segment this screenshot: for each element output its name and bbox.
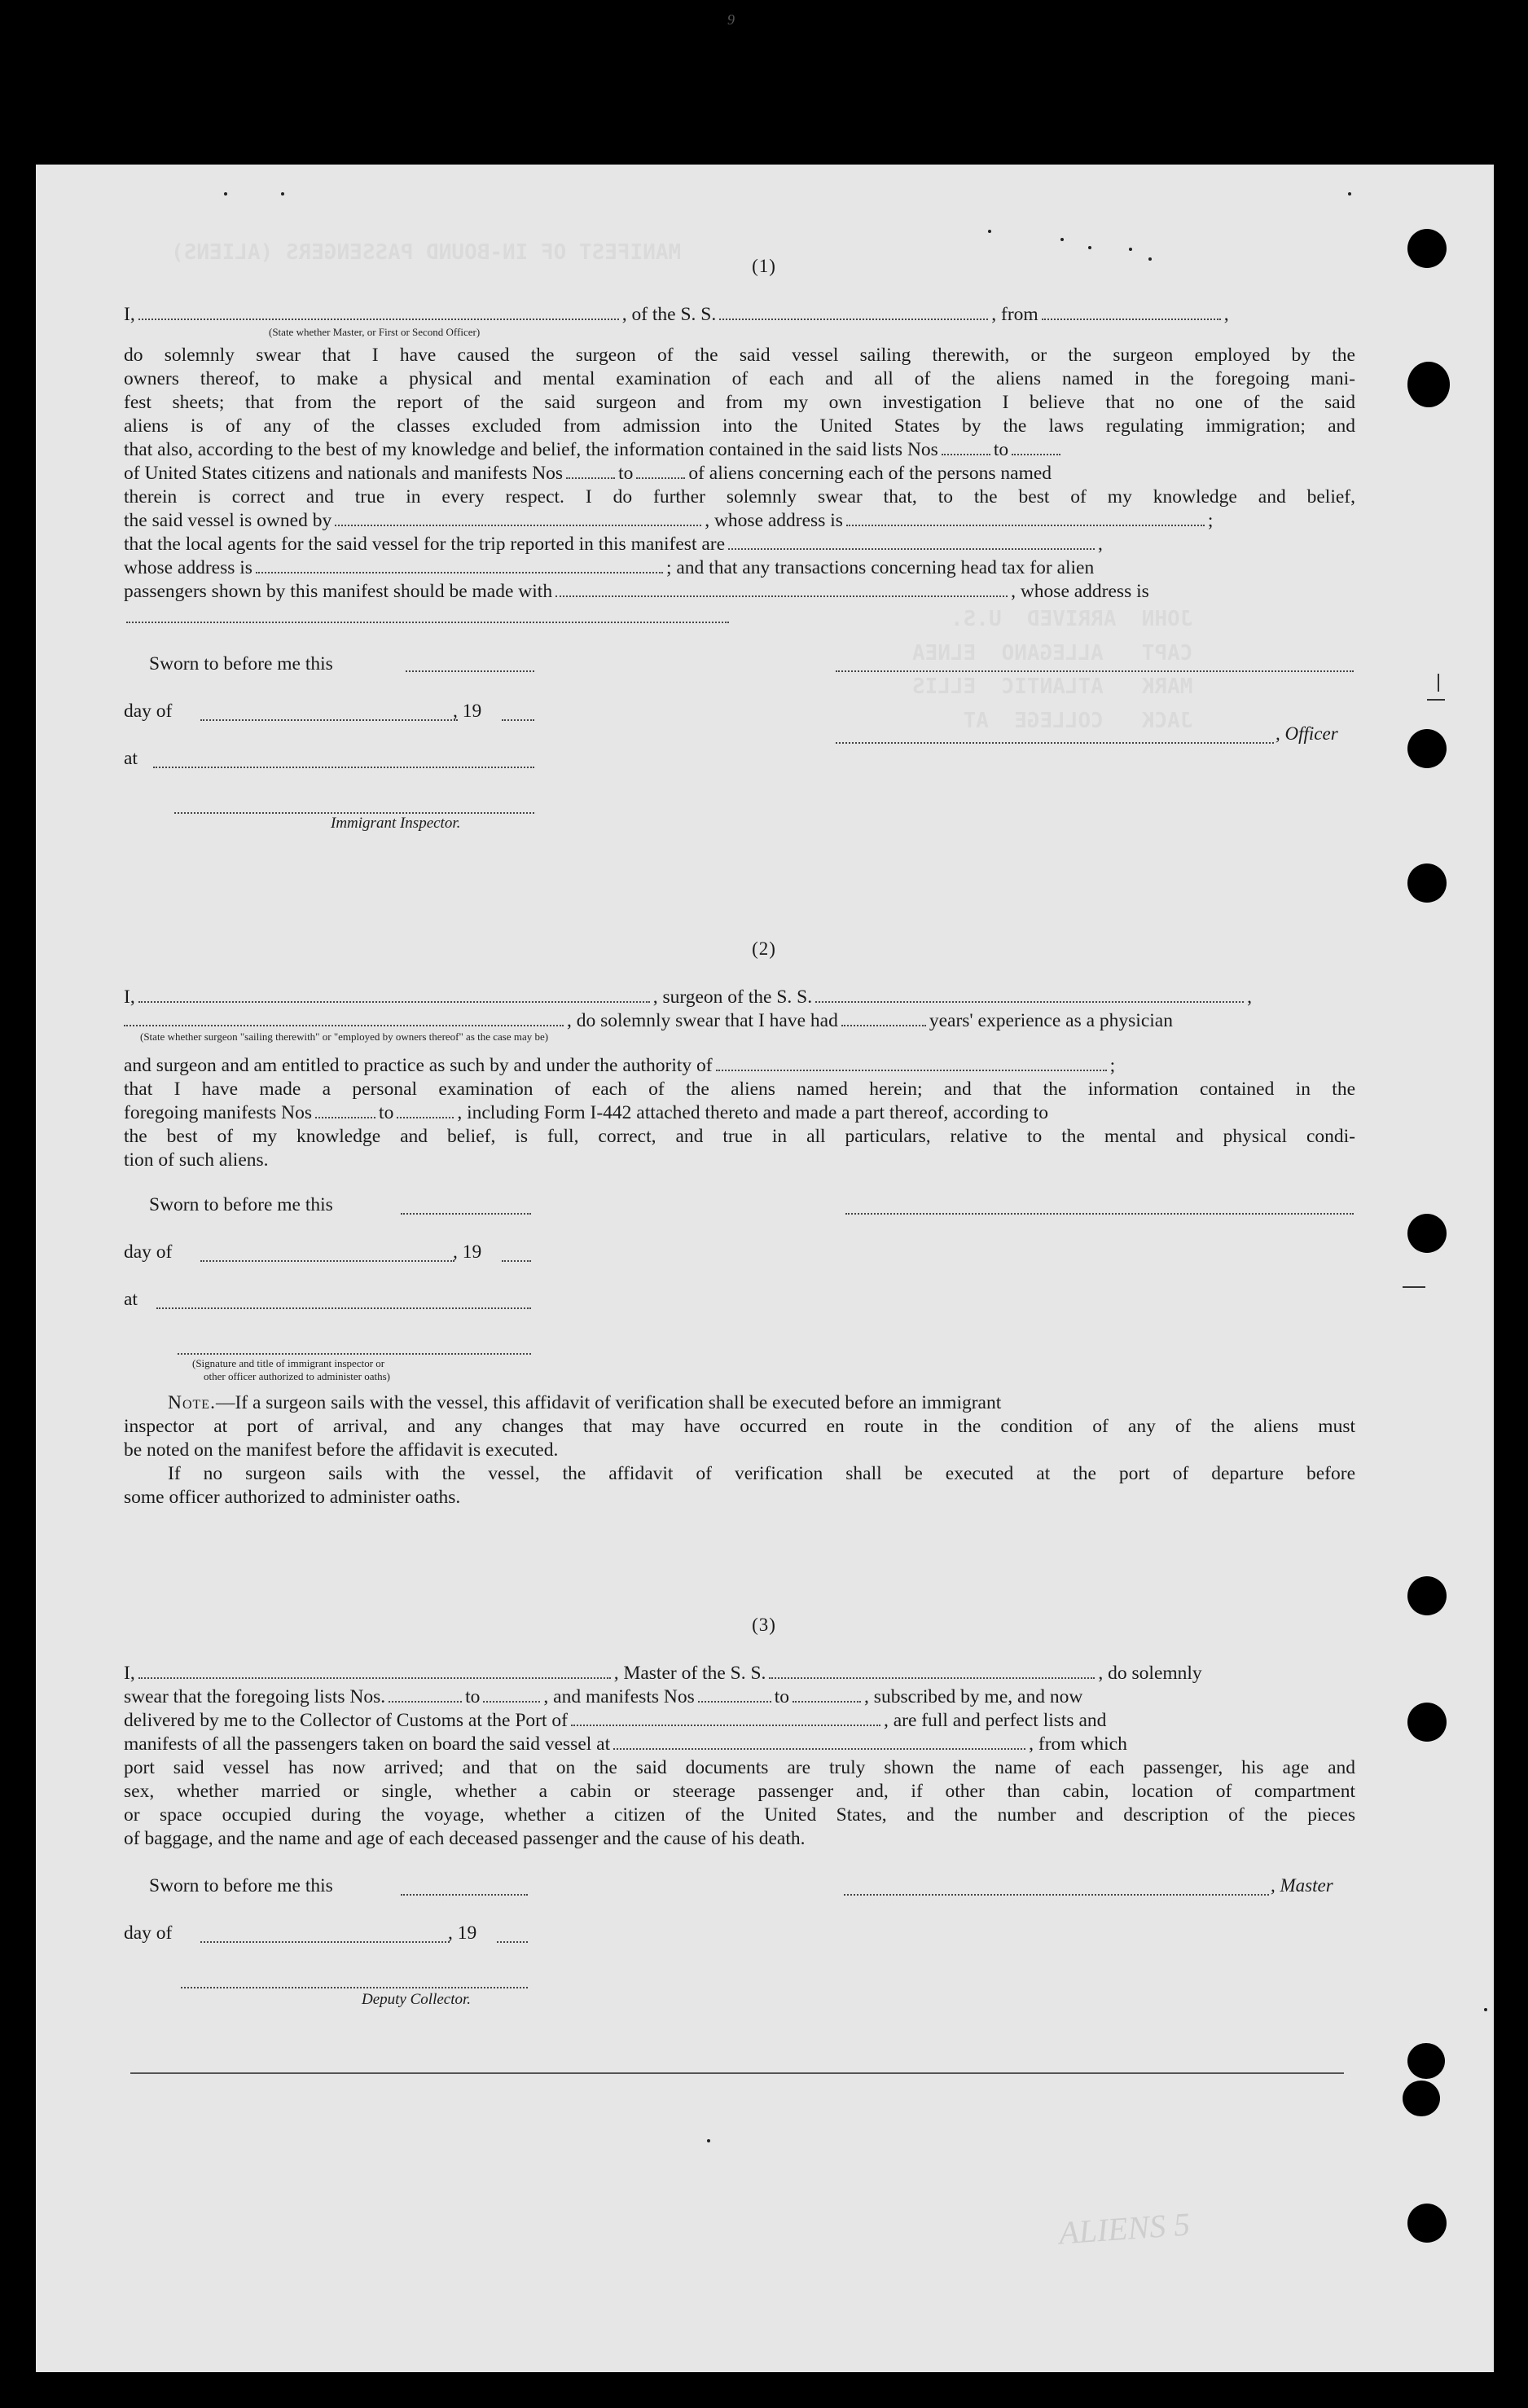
section-3-collector-blank <box>181 1986 528 1988</box>
section-3-master-label: , Master <box>1271 1875 1333 1896</box>
section-3-day-blank <box>200 1940 450 1943</box>
speck <box>1060 238 1064 241</box>
section-1-day-label: day of <box>124 701 173 722</box>
section-2-at-blank <box>156 1307 531 1309</box>
section-1-year-blank <box>502 718 534 721</box>
section-3-line-boarded: manifests of all the passengers taken on board the said vessel at , from which <box>124 1733 1127 1755</box>
section-1-lists-line: that also, according to the best of my knowledge and belief, the information contained in the said lists Nos to <box>124 438 1355 462</box>
section-3-day-label: day of <box>124 1922 173 1944</box>
binder-hole <box>1407 362 1450 407</box>
section-2-year-label: , 19 <box>453 1241 482 1263</box>
section-1-body-line: aliens is of any of the classes excluded from admission into the United States by the laws regulating immigration; and <box>124 415 1355 437</box>
binder-hole <box>1407 729 1447 768</box>
section-3-number: (3) <box>752 1615 776 1635</box>
section-3-line-lists: swear that the foregoing lists Nos. to , and manifests Nos to , subscribed by me, and now <box>124 1686 1083 1707</box>
speck <box>1484 2008 1487 2011</box>
note-label: Note. <box>168 1392 216 1413</box>
section-1-at-label: at <box>124 748 138 769</box>
section-1-officer-blank <box>836 741 1274 744</box>
section-2-sig-note-1: (Signature and title of immigrant inspector or <box>192 1357 385 1369</box>
section-1-owned-line: the said vessel is owned by , whose address is ; <box>124 510 1214 531</box>
section-2-number: (2) <box>752 938 776 959</box>
officer-note: (State whether Master, or First or Second Officer) <box>269 326 481 338</box>
section-2-note-line: some officer authorized to administer oaths. <box>124 1487 461 1508</box>
section-1-at-blank <box>153 766 534 768</box>
speck <box>1129 248 1132 251</box>
section-1-citizens-line: of United States citizens and nationals and manifests Nos to of aliens concerning each of the persons named <box>124 463 1052 484</box>
binder-hole <box>1407 2204 1447 2243</box>
section-2-note-line: inspector at port of arrival, and any changes that may have occurred en route in the condition of any of the aliens must <box>124 1416 1355 1437</box>
section-1-agents-line: that the local agents for the said vessel for the trip reported in this manifest are , <box>124 534 1103 555</box>
section-3-sworn-blank <box>401 1893 528 1896</box>
section-1-officer-label: , Officer <box>1276 723 1338 744</box>
section-2-inspector-blank <box>178 1352 531 1355</box>
section-3-body-line: port said vessel has now arrived; and that on the said documents are truly shown the name of each passenger, his age and <box>124 1757 1355 1778</box>
section-2-sig-note-2: other officer authorized to administer oaths) <box>204 1370 390 1382</box>
section-1-sworn-label: Sworn to before me this <box>149 653 333 675</box>
section-3-body-line: sex, whether married or single, whether a cabin or steerage passenger and, if other than cabin, location of compartment <box>124 1781 1355 1802</box>
binder-hole <box>1407 2043 1445 2079</box>
section-2-sworn-blank <box>401 1212 531 1215</box>
section-1-signature-blank <box>836 670 1354 672</box>
section-2-line-manifests: foregoing manifests Nos to , including Form I-442 attached thereto and made a part thereof, according to <box>124 1102 1048 1123</box>
speck <box>1348 192 1351 196</box>
section-2-day-blank <box>200 1259 454 1262</box>
section-3-line-master: I, , Master of the S. S. , do solemnly <box>124 1663 1202 1684</box>
speck <box>988 230 991 233</box>
section-1-correct-line: therein is correct and true in every respect. I do further solemnly swear that, to the best of my knowledge and belief, <box>124 486 1355 508</box>
section-1-sworn-blank <box>406 670 534 672</box>
section-2-line-experience: , do solemnly swear that I have had years' experience as a physician <box>124 1009 1355 1033</box>
section-2-note: Note.—If a surgeon sails with the vessel, this affidavit of verification shall be executed before an immigrant <box>168 1392 1002 1413</box>
section-3-line-port: delivered by me to the Collector of Customs at the Port of , are full and perfect lists and <box>124 1710 1107 1731</box>
bottom-pencil-scrawl: ALIENS 5 <box>1057 2205 1192 2252</box>
top-page-mark: 9 <box>727 11 735 28</box>
section-3-body-line: of baggage, and the name and age of each deceased passenger and the cause of his death. <box>124 1828 806 1849</box>
binder-hole <box>1407 863 1447 903</box>
section-3-year-blank <box>497 1940 528 1943</box>
section-2-body-line: tion of such aliens. <box>124 1149 269 1171</box>
speck <box>1088 246 1091 249</box>
section-2-year-blank <box>502 1259 531 1262</box>
section-3-year-label: , 19 <box>448 1922 477 1944</box>
section-2-line-authority: and surgeon and am entitled to practice as such by and under the authority of ; <box>124 1055 1116 1076</box>
section-1-address-blank <box>126 621 729 623</box>
surgeon-note: (State whether surgeon "sailing therewith" or "employed by owners thereof" as the case may be) <box>140 1030 549 1043</box>
edge-tick <box>1438 674 1439 692</box>
section-2-line-surgeon: I, , surgeon of the S. S. , <box>124 986 1252 1008</box>
section-1-body-line: fest sheets; that from the report of the said surgeon and from my own investigation I believe that no one of the said <box>124 392 1355 413</box>
binder-hole <box>1407 1214 1447 1253</box>
bleed-through: MANIFEST OF IN-BOUND PASSENGERS (ALIENS) <box>171 240 682 265</box>
section-1-number: (1) <box>752 256 776 276</box>
section-1-year-label: , 19 <box>453 701 482 722</box>
bottom-rule <box>130 2072 1344 2074</box>
section-3-collector-label: Deputy Collector. <box>362 1991 472 2008</box>
section-3-master-blank <box>844 1893 1269 1896</box>
section-3-sworn-label: Sworn to before me this <box>149 1875 333 1896</box>
edge-tick <box>1403 1286 1425 1288</box>
speck <box>707 2139 710 2142</box>
section-2-note-line: be noted on the manifest before the affidavit is executed. <box>124 1439 559 1461</box>
section-2-note-line: If no surgeon sails with the vessel, the affidavit of verification shall be executed at the port of departure before <box>168 1463 1355 1484</box>
section-1-body-line: owners thereof, to make a physical and mental examination of each and all of the aliens named in the foregoing mani- <box>124 368 1355 389</box>
section-1-whose-line: whose address is ; and that any transactions concerning head tax for alien <box>124 557 1095 578</box>
section-2-at-label: at <box>124 1289 138 1310</box>
section-1-passengers-line: passengers shown by this manifest should be made with , whose address is <box>124 581 1149 602</box>
section-2-body-line: the best of my knowledge and belief, is full, correct, and true in all particulars, relative to the mental and physical condi- <box>124 1126 1355 1147</box>
section-2-day-label: day of <box>124 1241 173 1263</box>
section-1-inspector-label: Immigrant Inspector. <box>331 815 461 832</box>
section-1-line-officer: I, , of the S. S. , from , <box>124 304 1229 325</box>
speck <box>224 192 227 196</box>
binder-hole <box>1407 1703 1447 1742</box>
bleed-through: JOHN ARRIVED U.S. CAPT ALLEGANO ELNEA MARK ATLANTIC ELLIS JACK COLLEGE AT <box>912 607 1193 733</box>
section-2-body-line: that I have made a personal examination of each of the aliens named herein; and that the information contained in the <box>124 1079 1355 1100</box>
section-2-signature-blank <box>845 1212 1354 1215</box>
section-2-sworn-label: Sworn to before me this <box>149 1194 333 1215</box>
section-1-inspector-blank <box>174 811 534 814</box>
speck <box>281 192 284 196</box>
section-1-day-blank <box>200 718 458 721</box>
binder-hole <box>1403 2081 1440 2116</box>
binder-hole <box>1407 1576 1447 1615</box>
edge-tick <box>1427 699 1445 701</box>
section-1-body-line: do solemnly swear that I have caused the surgeon of the said vessel sailing therewith, or the surgeon employed by the <box>124 345 1355 366</box>
section-3-body-line: or space occupied during the voyage, whether a citizen of the United States, and the number and description of the pieces <box>124 1804 1355 1826</box>
